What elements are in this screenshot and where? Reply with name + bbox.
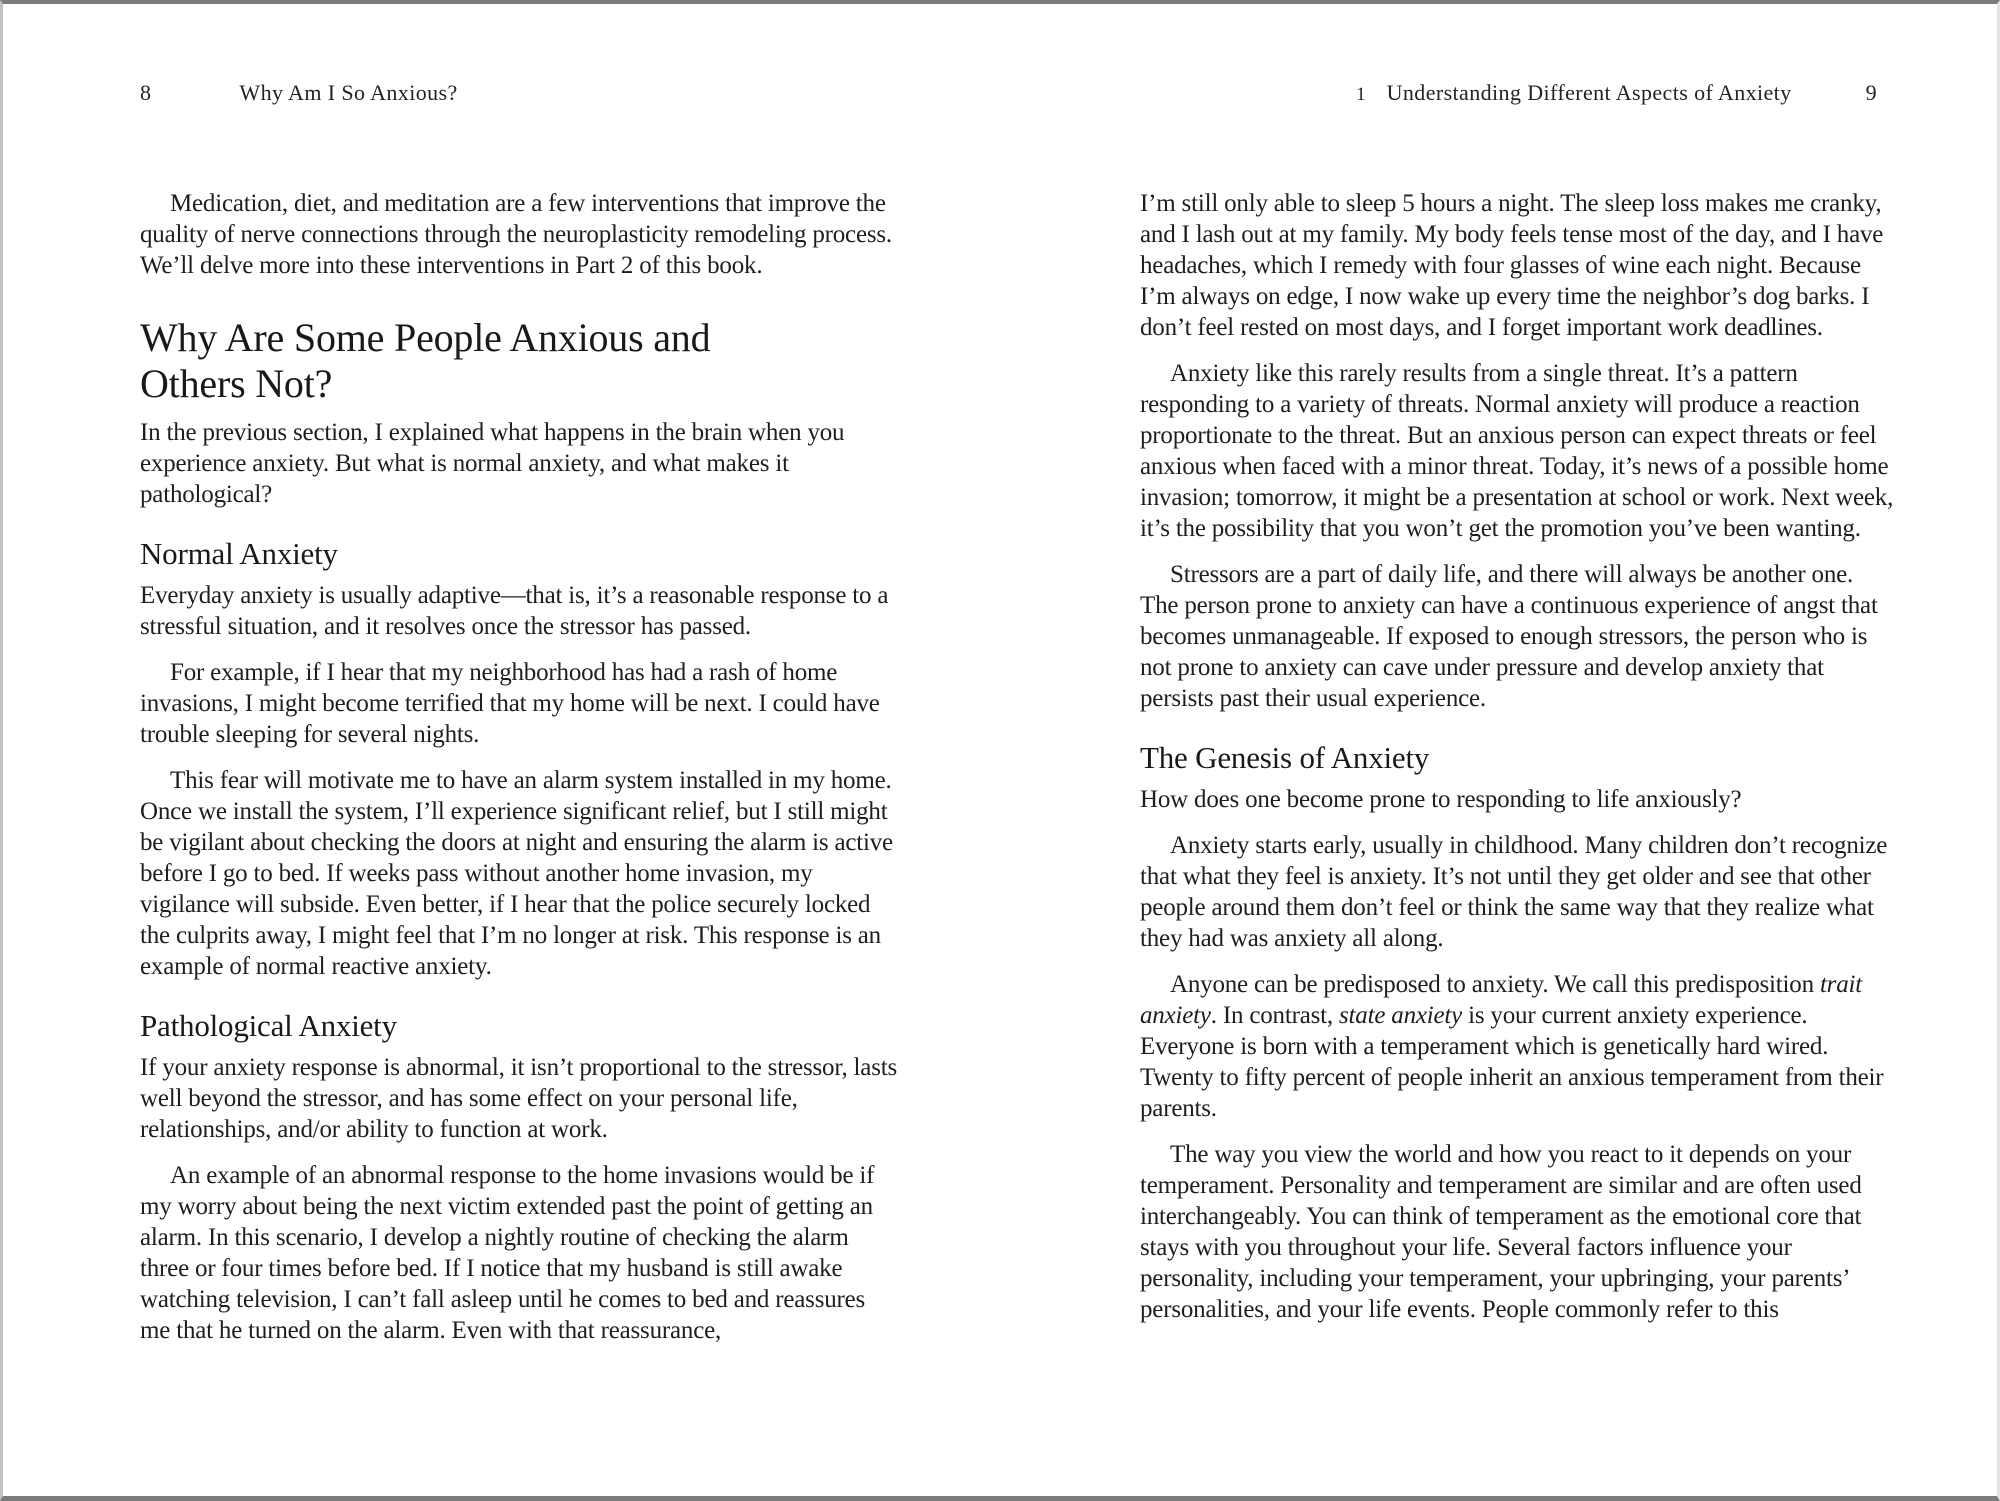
body-paragraph: Stressors are a part of daily life, and there will always be another one. The person prone to anxiety can have a continuous experience of angst that becomes unmanageable. If exposed to enough stressors, the person who is not prone to anxiety can cave under pressure and develop anxiety that persists past their usual experience. xyxy=(1140,561,1878,712)
text-run: . In contrast, xyxy=(1210,1002,1339,1029)
subsection-heading-genesis-of-anxiety: The Genesis of Anxiety xyxy=(1140,740,1430,775)
chapter-number: 1 xyxy=(1356,84,1367,105)
body-paragraph: How does one become prone to responding to life anxiously? xyxy=(1140,786,1742,813)
section-heading-why-are-some-people-anxious: Why Are Some People Anxious and Others Not? xyxy=(140,315,711,406)
body-paragraph: Anxiety like this rarely results from a single threat. It’s a pattern responding to a variety of threats. Normal anxiety will produce a reaction proportionate to the threat. But an anxious person can expect threats or feel anxious when faced with a minor threat. Today, it’s news of a possible home invasion; tomorrow, it might be a presentation at school or work. Next week, it’s the possibility that you won’t get the promotion you’ve been wanting. xyxy=(1140,360,1894,542)
running-header-left xyxy=(140,80,897,106)
body-paragraph: The way you view the world and how you react to it depends on your temperament. Personality and temperament are similar and are often used interchangeably. You can think of temperament as the emotional core that stays with you throughout your life. Several factors influence your personality, including your temperament, your upbringing, your parents’ personalities, and your life events. People commonly refer to this xyxy=(1140,1141,1862,1323)
body-paragraph: Medication, diet, and meditation are a few interventions that improve the quality of nerve connections through the neuroplasticity remodeling process. We’ll delve more into these interventions in Part 2 of this book. xyxy=(140,190,892,279)
page-body-left xyxy=(140,188,897,1346)
page-left xyxy=(3,4,1000,1496)
page-number-right: 9 xyxy=(1865,80,1877,105)
body-paragraph xyxy=(1140,969,1895,1124)
page-right xyxy=(1000,4,1997,1496)
italic-term-state-anxiety: state anxiety xyxy=(1339,1002,1463,1029)
page-body-right xyxy=(1140,188,1895,1325)
body-paragraph: Anxiety starts early, usually in childhood. Many children don’t recognize that what they feel is anxiety. It’s not until they get older and see that other people around them don’t feel or think the same way that they realize what they had was anxiety all along. xyxy=(1140,832,1888,952)
text-run: Anyone can be predisposed to anxiety. We call this predisposition xyxy=(1170,971,1820,998)
body-paragraph: This fear will motivate me to have an alarm system installed in my home. Once we install the system, I’ll experience significant relief, but I still might be vigilant about checking the doors at night and ensuring the alarm is active before I go to bed. If weeks pass without another home invasion, my vigilance will subside. Even better, if I hear that the police securely locked the culprits away, I might feel that I’m no longer at risk. This response is an example of normal reactive anxiety. xyxy=(140,767,893,980)
body-paragraph: I’m still only able to sleep 5 hours a night. The sleep loss makes me cranky, and I lash out at my family. My body feels tense most of the day, and I have headaches, which I remedy with four glasses of wine each night. Because I’m always on edge, I now wake up every time the neighbor’s dog barks. I don’t feel rested on most days, and I forget important work deadlines. xyxy=(1140,190,1884,341)
body-paragraph: An example of an abnormal response to the home invasions would be if my worry about being the next victim extended past the point of getting an alarm. In this scenario, I develop a nightly routine of checking the alarm three or four times before bed. If I notice that my husband is still awake watching television, I can’t fall asleep until he comes to bed and reassures me that he turned on the alarm. Even with that reassurance, xyxy=(140,1162,875,1344)
text-run: is your current anxiety experience. Everyone is born with a temperament which is genetically hard wired. Twenty to fifty percent of people inherit an anxious temperament from their parents. xyxy=(1140,1002,1884,1122)
running-title-left: Why Am I So Anxious? xyxy=(239,80,458,105)
body-paragraph: If your anxiety response is abnormal, it isn’t proportional to the stressor, lasts well beyond the stressor, and has some effect on your personal life, relationships, and/or ability to function at work. xyxy=(140,1054,898,1143)
subsection-heading-normal-anxiety: Normal Anxiety xyxy=(140,536,338,571)
page-number-left: 8 xyxy=(140,80,152,105)
body-paragraph: In the previous section, I explained what happens in the brain when you experience anxiety. But what is normal anxiety, and what makes it pathological? xyxy=(140,419,845,508)
body-paragraph: Everyday anxiety is usually adaptive—that is, it’s a reasonable response to a stressful situation, and it resolves once the stressor has passed. xyxy=(140,582,889,640)
body-paragraph: For example, if I hear that my neighborhood has had a rash of home invasions, I might become terrified that my home will be next. I could have trouble sleeping for several nights. xyxy=(140,659,880,748)
subsection-heading-pathological-anxiety: Pathological Anxiety xyxy=(140,1008,397,1043)
running-header-right xyxy=(1140,80,1895,106)
running-title-right: Understanding Different Aspects of Anxiety xyxy=(1386,80,1792,105)
italic-term-trait-anxiety: trait anxiety xyxy=(1140,971,1863,1029)
